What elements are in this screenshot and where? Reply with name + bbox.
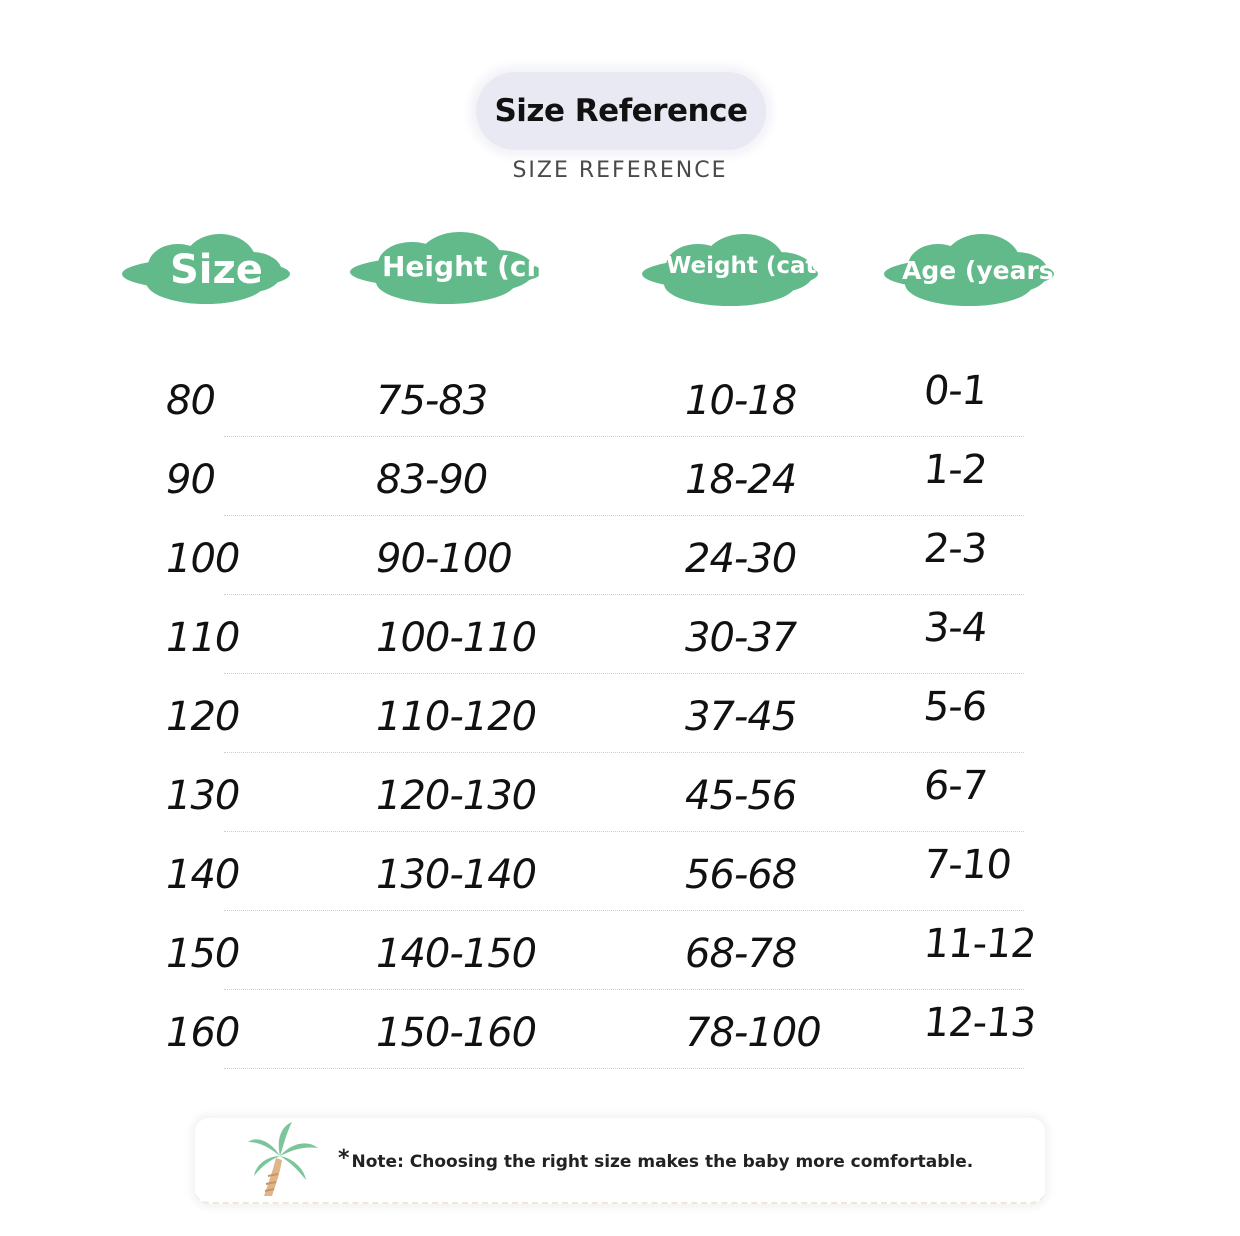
cell-height: 75-83: [376, 378, 488, 424]
cell-size: 110: [166, 615, 240, 661]
cell-size: 150: [166, 931, 240, 977]
cell-age: 6-7: [921, 763, 989, 809]
header-size: [120, 232, 292, 308]
cell-age: 5-6: [921, 684, 989, 730]
cell-height: 90-100: [376, 536, 512, 582]
title-pill: [476, 72, 766, 150]
cell-age: 12-13: [921, 1000, 1038, 1046]
row-divider: [224, 752, 1024, 753]
cell-age: 1-2: [921, 447, 989, 493]
cell-age: 2-3: [921, 526, 989, 572]
cell-size: 80: [166, 378, 215, 424]
cell-size: 140: [166, 852, 240, 898]
header-age-label: Age (years): [902, 255, 1066, 285]
cell-weight: 78-100: [685, 1010, 821, 1056]
row-divider: [224, 515, 1024, 516]
note-label: Note: Choosing the right size makes the baby more comfortable.: [351, 1152, 974, 1172]
cell-height: 150-160: [376, 1010, 537, 1056]
cell-size: 120: [166, 694, 240, 740]
cell-size: 160: [166, 1010, 240, 1056]
page-subtitle: SIZE REFERENCE: [512, 158, 728, 183]
cell-age: 11-12: [921, 921, 1038, 967]
cell-height: 110-120: [376, 694, 537, 740]
header-age: [882, 232, 1066, 308]
cell-age: 3-4: [921, 605, 989, 651]
cell-height: 130-140: [376, 852, 537, 898]
cell-age: 0-1: [921, 368, 989, 414]
cell-weight: 68-78: [685, 931, 797, 977]
cell-height: 140-150: [376, 931, 537, 977]
cell-height: 120-130: [376, 773, 537, 819]
row-divider: [224, 1068, 1024, 1069]
cell-size: 90: [166, 457, 215, 503]
cell-height: 100-110: [376, 615, 537, 661]
header-size-label: Size: [170, 247, 263, 293]
header-weight: [640, 232, 836, 308]
header-weight-label: Weight (catti: [666, 253, 836, 279]
cell-size: 100: [166, 536, 240, 582]
cell-weight: 10-18: [685, 378, 797, 424]
header-height-label: Height (cm): [382, 249, 569, 283]
cell-size: 130: [166, 773, 240, 819]
palm-tree-icon: [246, 1118, 322, 1198]
row-divider: [224, 436, 1024, 437]
row-divider: [224, 673, 1024, 674]
row-divider: [224, 831, 1024, 832]
cell-weight: 56-68: [685, 852, 797, 898]
note-star: *: [338, 1146, 350, 1171]
cell-weight: 30-37: [685, 615, 797, 661]
row-divider: [224, 594, 1024, 595]
cell-height: 83-90: [376, 457, 488, 503]
cell-weight: 18-24: [685, 457, 797, 503]
cell-age: 7-10: [921, 842, 1014, 888]
header-height: [348, 230, 569, 306]
note-text: [338, 1146, 973, 1172]
page-title: Size Reference: [494, 93, 748, 129]
cell-weight: 37-45: [685, 694, 797, 740]
row-divider: [224, 910, 1024, 911]
cell-weight: 45-56: [685, 773, 797, 819]
row-divider: [224, 989, 1024, 990]
cell-weight: 24-30: [685, 536, 797, 582]
